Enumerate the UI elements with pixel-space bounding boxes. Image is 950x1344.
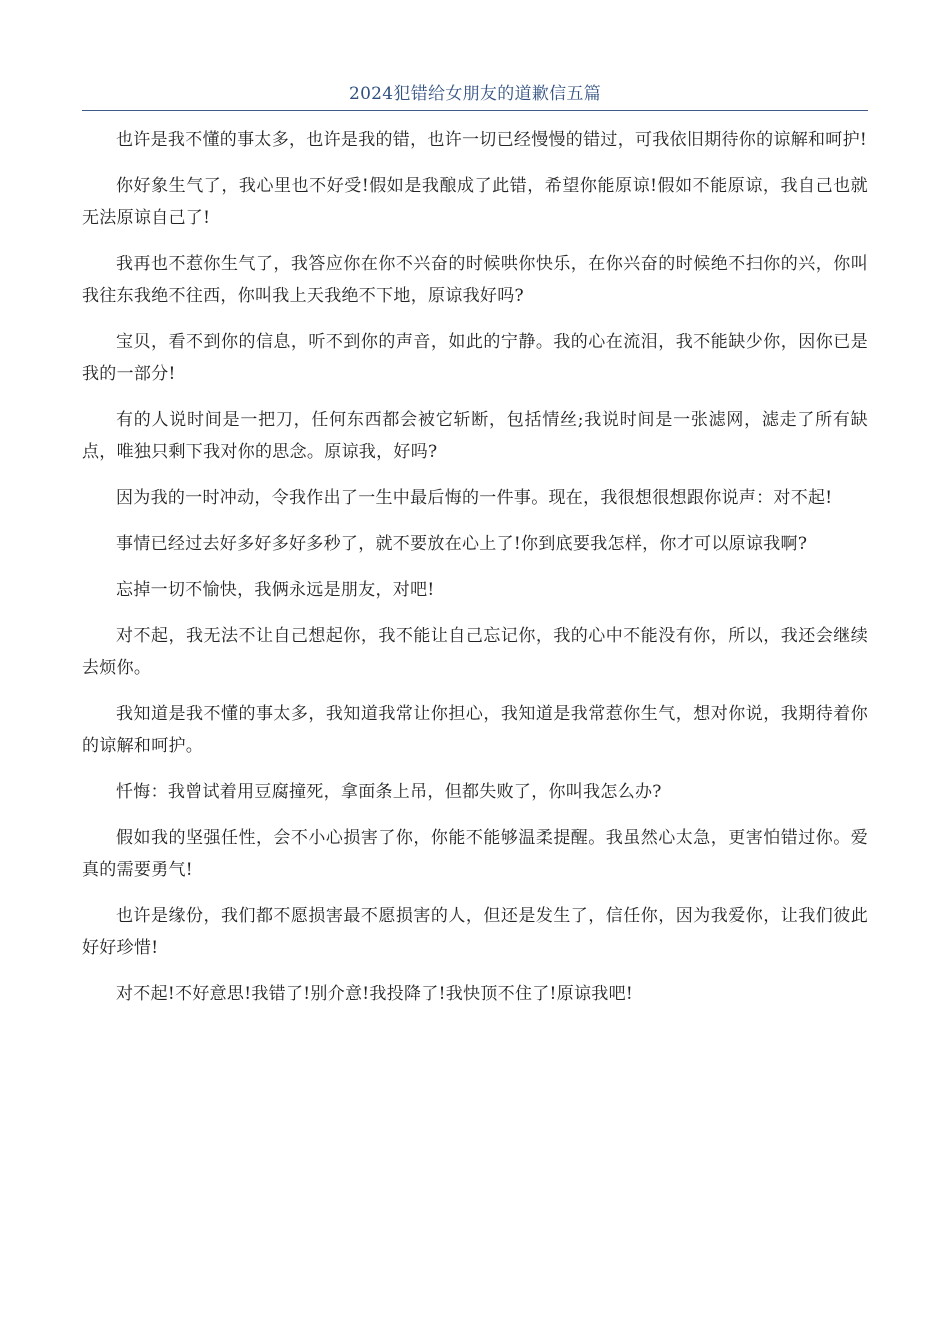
- letter-body: [82, 124, 868, 1024]
- paragraph: 假如我的坚强任性，会不小心损害了你，你能不能够温柔提醒。我虽然心太急，更害怕错过你。爱真的需要勇气!: [82, 828, 868, 880]
- paragraph: 我知道是我不懂的事太多，我知道我常让你担心，我知道是我常惹你生气，想对你说，我期待着你的谅解和呵护。: [82, 704, 868, 756]
- paragraph: 有的人说时间是一把刀，任何东西都会被它斩断，包括情丝;我说时间是一张滤网，滤走了所有缺点，唯独只剩下我对你的思念。原谅我，好吗?: [82, 410, 868, 462]
- paragraph: 对不起，我无法不让自己想起你，我不能让自己忘记你，我的心中不能没有你，所以，我还会继续去烦你。: [82, 626, 868, 678]
- paragraph: 事情已经过去好多好多好多秒了，就不要放在心上了!你到底要我怎样，你才可以原谅我啊?: [116, 534, 808, 554]
- page-header: [82, 80, 868, 111]
- paragraph: 因为我的一时冲动，令我作出了一生中最后悔的一件事。现在，我很想很想跟你说声：对不起!: [116, 488, 833, 508]
- paragraph: 也许是缘份，我们都不愿损害最不愿损害的人，但还是发生了，信任你，因为我爱你，让我们彼此好好珍惜!: [82, 906, 868, 958]
- paragraph: 宝贝，看不到你的信息，听不到你的声音，如此的宁静。我的心在流泪，我不能缺少你，因你已是我的一部分!: [82, 332, 868, 384]
- paragraph: 对不起!不好意思!我错了!别介意!我投降了!我快顶不住了!原谅我吧!: [116, 984, 634, 1004]
- paragraph: 忘掉一切不愉快，我俩永远是朋友，对吧!: [116, 580, 435, 600]
- paragraph: 忏悔：我曾试着用豆腐撞死，拿面条上吊，但都失败了，你叫我怎么办?: [116, 782, 662, 802]
- document-title: 2024犯错给女朋友的道歉信五篇: [348, 84, 602, 104]
- paragraph: 我再也不惹你生气了，我答应你在你不兴奋的时候哄你快乐，在你兴奋的时候绝不扫你的兴，你叫我往东我绝不往西，你叫我上天我绝不下地，原谅我好吗?: [82, 254, 868, 306]
- paragraph: 也许是我不懂的事太多，也许是我的错，也许一切已经慢慢的错过，可我依旧期待你的谅解和呵护!: [116, 130, 868, 150]
- paragraph: 你好象生气了，我心里也不好受!假如是我酿成了此错，希望你能原谅!假如不能原谅，我自己也就无法原谅自己了!: [82, 176, 868, 228]
